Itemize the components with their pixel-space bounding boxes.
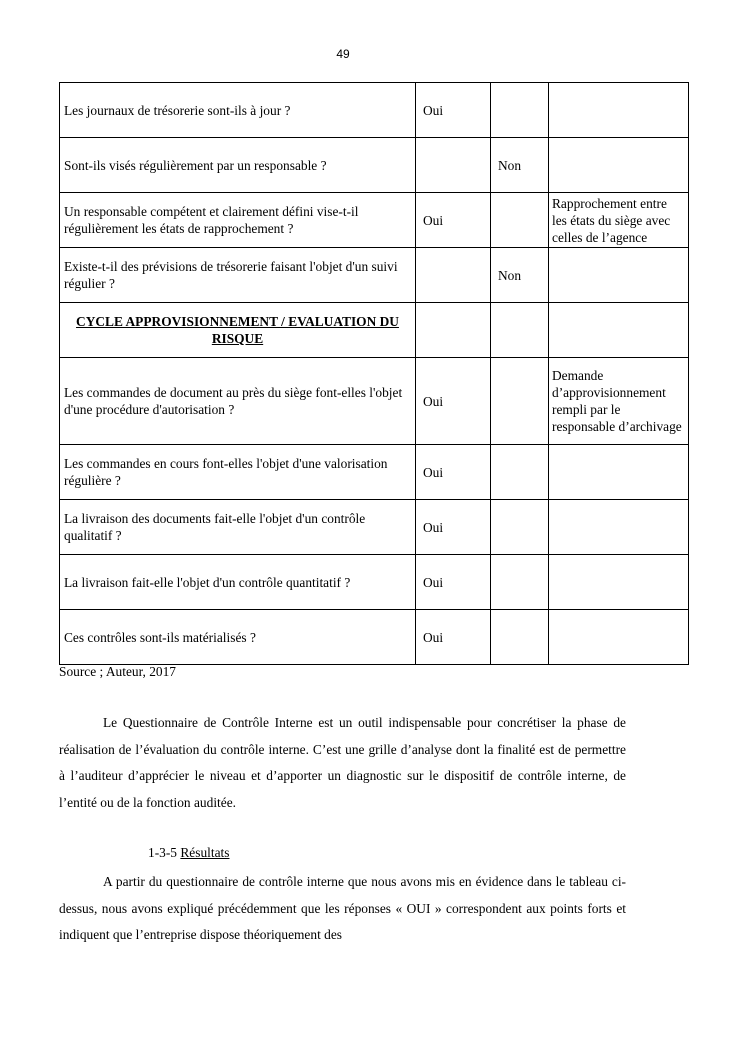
oui-cell: Oui <box>416 555 491 610</box>
observation-cell <box>549 555 689 610</box>
question-cell: Les commandes de document au près du siège font-elles l'objet d'une procédure d'autorisation ? <box>60 358 416 445</box>
question-cell: Les journaux de trésorerie sont-ils à jour ? <box>60 83 416 138</box>
observation-cell <box>549 138 689 193</box>
non-cell <box>491 303 549 358</box>
page-number: 49 <box>336 47 350 61</box>
table-row <box>60 555 689 610</box>
non-cell <box>491 500 549 555</box>
question-cell: Sont-ils visés régulièrement par un responsable ? <box>60 138 416 193</box>
non-cell <box>491 193 549 248</box>
observation-cell <box>549 500 689 555</box>
oui-cell <box>416 248 491 303</box>
oui-cell <box>416 303 491 358</box>
observation-cell <box>549 610 689 665</box>
table-row <box>60 358 689 445</box>
oui-cell <box>416 138 491 193</box>
section-title: CYCLE APPROVISIONNEMENT / EVALUATION DU RISQUE <box>60 303 416 358</box>
table-row <box>60 83 689 138</box>
observation-cell: Demande d’approvisionnement rempli par le responsable d’archivage <box>549 358 689 445</box>
non-cell <box>491 358 549 445</box>
question-cell: Un responsable compétent et clairement défini vise-t-il régulièrement les états de rapprochement ? <box>60 193 416 248</box>
table-row <box>60 610 689 665</box>
section-title: Résultats <box>180 845 230 860</box>
oui-cell: Oui <box>416 83 491 138</box>
table-row <box>60 445 689 500</box>
table-section-row <box>60 303 689 358</box>
observation-cell <box>549 83 689 138</box>
non-cell: Non <box>491 248 549 303</box>
oui-cell: Oui <box>416 445 491 500</box>
question-cell: Ces contrôles sont-ils matérialisés ? <box>60 610 416 665</box>
table-row <box>60 138 689 193</box>
observation-cell: Rapprochement entre les états du siège avec celles de l’agence <box>549 193 689 248</box>
oui-cell: Oui <box>416 500 491 555</box>
oui-cell: Oui <box>416 610 491 665</box>
table-source: Source ; Auteur, 2017 <box>59 664 176 679</box>
observation-cell <box>549 303 689 358</box>
oui-cell: Oui <box>416 358 491 445</box>
question-cell: La livraison des documents fait-elle l'objet d'un contrôle qualitatif ? <box>60 500 416 555</box>
oui-cell: Oui <box>416 193 491 248</box>
control-questionnaire-table <box>59 82 689 665</box>
table-row <box>60 500 689 555</box>
table-row <box>60 248 689 303</box>
paragraph-qci-definition: Le Questionnaire de Contrôle Interne est un outil indispensable pour concrétiser la phase de réalisation de l’évaluation du contrôle interne. C’est une grille d’analyse dont la finalité est de permettre à l’auditeur d’apprécier le niveau et d’apporter un diagnostic sur le dispositif de contrôle interne, de l’entité ou de la fonction auditée. <box>59 715 626 810</box>
non-cell <box>491 445 549 500</box>
question-cell: La livraison fait-elle l'objet d'un contrôle quantitatif ? <box>60 555 416 610</box>
observation-cell <box>549 248 689 303</box>
non-cell <box>491 555 549 610</box>
non-cell <box>491 610 549 665</box>
section-number: 1-3-5 <box>148 845 178 860</box>
paragraph-results: A partir du questionnaire de contrôle interne que nous avons mis en évidence dans le tableau ci-dessus, nous avons expliqué précédemment que les réponses « OUI » correspondent aux points forts et indiquent que l’entreprise dispose théoriquement des <box>59 874 626 942</box>
section-heading <box>148 845 229 861</box>
observation-cell <box>549 445 689 500</box>
question-cell: Existe-t-il des prévisions de trésorerie faisant l'objet d'un suivi régulier ? <box>60 248 416 303</box>
non-cell <box>491 83 549 138</box>
non-cell: Non <box>491 138 549 193</box>
question-cell: Les commandes en cours font-elles l'objet d'une valorisation régulière ? <box>60 445 416 500</box>
table-row <box>60 193 689 248</box>
